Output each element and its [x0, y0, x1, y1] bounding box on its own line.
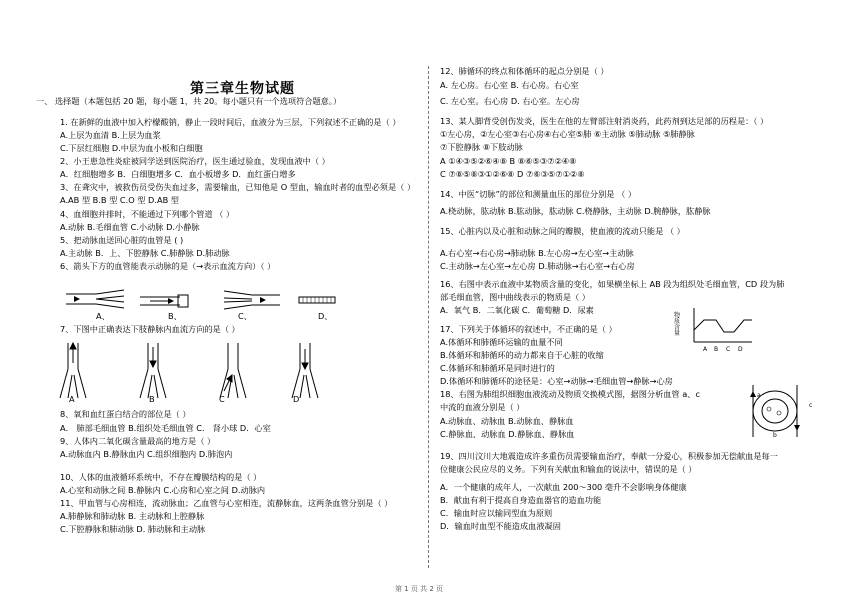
right-line: 部毛细血管，图中曲线表示的物质是（ ） — [440, 292, 590, 302]
right-line: 中流的血液分别是（ ） — [440, 402, 525, 412]
left-line: A.肺静脉和肺动脉 B. 主动脉和上腔静脉 — [60, 511, 205, 521]
right-line: C. 左心室。右心房 D. 右心室。左心房 — [440, 96, 580, 106]
left-line: A.主动脉 B．上、下腔静脉 C.肺静脉 D.肺动脉 — [60, 248, 230, 258]
q7-label-d: D — [293, 394, 300, 404]
q6-vessel-d-figure — [298, 296, 338, 304]
left-line: A．红细胞增多 B．白细胞增多 C．血小板增多 D．血红蛋白增多 — [60, 169, 296, 179]
right-line: A．氧气 B．二氧化碳 C．葡萄糖 D．尿素 — [440, 305, 594, 315]
q16-x-d: D — [738, 346, 743, 353]
right-line: 17、下列关于体循环的叙述中，不正确的是（ ） — [440, 324, 617, 334]
left-line: 1. 在新鲜的血液中加入柠檬酸钠，静止一段时间后，血液分为三层，下列叙述不正确的是（ ） — [60, 117, 401, 127]
left-line: 11、甲血管与心房相连，流动脉血；乙血管与心室相连，流静脉血，这两条血管分别是（ ） — [60, 498, 393, 508]
right-line: 13、某人脚背受创伤发炎，医生在他的左臂部注射消炎药，此药剂到达足部的历程是：（ ） — [440, 116, 769, 126]
right-line: A．一个健康的成年人，一次献血 200～300 毫升不会影响身体健康 — [440, 482, 687, 492]
right-line: A. 左心房。右心室 B. 右心房。右心室 — [440, 80, 579, 90]
q7-vein-diagrams — [60, 343, 330, 408]
left-line: 7、下图中正确表达下肢静脉内血流方向的是（ ） — [60, 324, 240, 334]
page-title: 第三章生物试题 — [190, 81, 295, 97]
q6-vessel-c-figure — [222, 289, 282, 311]
left-line: A.动脉血内 B.静脉血内 C.组织细胞内 D.肺泡内 — [60, 449, 233, 459]
left-line: 一、 选择题（本题包括 20 题，每小题 1，共 20。每小题只有一个选项符合题意。） — [36, 96, 342, 106]
right-line: 14、中医“切脉”的部位和测量血压的部位分别是 （ ） — [440, 189, 637, 199]
right-line: 15、心脏内以及心脏和动脉之间的瓣膜，使血液的流动只能是 （ ） — [440, 226, 685, 236]
right-line: ①左心房，②左心室③右心房④右心室⑤肺 ⑥主动脉 ⑤肺动脉 ⑤肺静脉 — [440, 129, 695, 139]
right-line: D．输血时血型不能造成血液凝固 — [440, 521, 561, 531]
q7-diagram-d — [292, 343, 318, 398]
q6-vessel-a-figure — [66, 290, 126, 310]
right-line: A.体循环和肺循环运输的血量不同 — [440, 337, 563, 347]
column-divider — [428, 66, 429, 568]
right-line: A ①④③⑤②⑥④⑧ B ⑧⑥⑤③⑦②④⑧ — [440, 156, 577, 166]
right-line: A.桡动脉，肱动脉 B.肱动脉，肱动脉 C.桡静脉，主动脉 D.腕静脉，肱静脉 — [440, 206, 711, 216]
right-line: B．献血有利于提高自身造血器官的造血功能 — [440, 495, 602, 505]
left-line: A． 肺部毛细血管 B.组织处毛细血管 C． 肾小球 D．心室 — [60, 423, 271, 433]
left-line: A、 — [96, 311, 110, 321]
right-line: 位健康公民应尽的义务。下列有关献血和输血的说法中，错误的是（ ） — [440, 464, 697, 474]
q18-label-c: c — [809, 402, 813, 409]
q7-label-c: C — [219, 394, 225, 404]
left-line: A.上层为血清 B.上层为血浆 — [60, 130, 161, 140]
q18-label-b: b — [773, 432, 777, 439]
right-line: C．输血时应以输同型血为原则 — [440, 508, 553, 518]
right-line: C.主动脉→左心室→左心房 D.肺动脉→右心室→右心房 — [440, 261, 635, 271]
left-line: 6、箭头下方的血管能表示动脉的是（→表示血流方向）（ ） — [60, 261, 276, 271]
left-line: C、 — [238, 311, 252, 321]
q7-diagram-a — [60, 343, 86, 398]
right-line: D.体循环和肺循环的途径是：心室→动脉→毛细血管→静脉→心房 — [440, 376, 673, 386]
left-line: A.心室和动脉之间 B.静脉内 C.心房和心室之间 D.动脉内 — [60, 485, 266, 495]
right-line: B.体循环和肺循环的动力都来自于心脏的收缩 — [440, 350, 604, 360]
left-line: A.动脉 B.毛细血管 C.小动脉 D.小静脉 — [60, 222, 200, 232]
right-line: 19、四川汶川大地震造成许多重伤员需要输血治疗，奉献一分爱心，积极参加无偿献血是每一 — [440, 451, 778, 461]
left-line: C.下层红细胞 D.中层为血小板和白细胞 — [60, 143, 203, 153]
left-line: 10、人体的血液循环系统中，不存在瓣膜结构的是（ ） — [60, 472, 262, 482]
left-line: C.下腔静脉和肺动脉 D. 肺动脉和主动脉 — [60, 524, 206, 534]
left-line: 3、在聋灾中，被救伤员受伤失血过多，需要输血，已知他是 O 型血，输血时者的血型必须是（ ） — [60, 182, 416, 192]
left-line: 9、人体内二氧化碳含量最高的地方是（ ） — [60, 436, 216, 446]
q16-x-a: A — [703, 346, 708, 353]
q16-ylabel: 物质含量 — [674, 312, 681, 337]
left-line: 4、血细胞并排时，不能通过下列哪个管道 （ ） — [60, 209, 235, 219]
right-line: C ⑦⑧⑤⑧③①②⑥⑧ D ⑦⑥③⑤⑦①②⑧ — [440, 169, 585, 179]
right-line: A.右心室→右心房→肺动脉 B.左心房→左心室→主动脉 — [440, 248, 634, 258]
left-line: A.AB 型 B.B 型 C.O 型 D.AB 型 — [60, 195, 179, 205]
left-line: 8、氧和血红蛋白结合的部位是（ ） — [60, 409, 191, 419]
left-line: 2、小王患急性炎症被同学送到医院治疗，医生通过验血，发现血液中（ ） — [60, 156, 330, 166]
right-line: A.动脉血、动脉血 B.动脉血、静脉血 — [440, 416, 574, 426]
left-line: 5、把动脉血送回心脏的血管是 ( ) — [60, 235, 184, 245]
q7-diagram-c — [220, 343, 246, 398]
q7-label-b: B — [149, 394, 155, 404]
right-line: 18、右图为肺组织细胞血液流动及物质交换模式图，据图分析血管 a、c — [440, 389, 700, 399]
q7-label-a: A — [69, 394, 75, 404]
page-footer: 第 1 页 共 2 页 — [395, 585, 444, 593]
q16-x-c: C — [726, 346, 731, 353]
left-line: D、 — [318, 311, 333, 321]
q18-label-a: a — [757, 392, 761, 399]
right-line: 12、肺循环的终点和体循环的起点分别是（ ） — [440, 66, 609, 76]
right-line: ⑦下腔静脉 ⑧下肢动脉 — [440, 142, 523, 152]
q16-x-b: B — [714, 346, 719, 353]
left-line: B、 — [168, 311, 182, 321]
right-line: C.静脉血、动脉血 D.静脉血、静脉血 — [440, 429, 575, 439]
right-line: 16、右图中表示血液中某物质含量的变化，如果横坐标上 AB 段为组织处毛细血管，CD 段为肺 — [440, 279, 785, 289]
q6-vessel-b-figure — [140, 292, 200, 310]
q7-diagram-b — [140, 343, 166, 398]
right-line: C.体循环和肺循环是同时进行的 — [440, 363, 555, 373]
